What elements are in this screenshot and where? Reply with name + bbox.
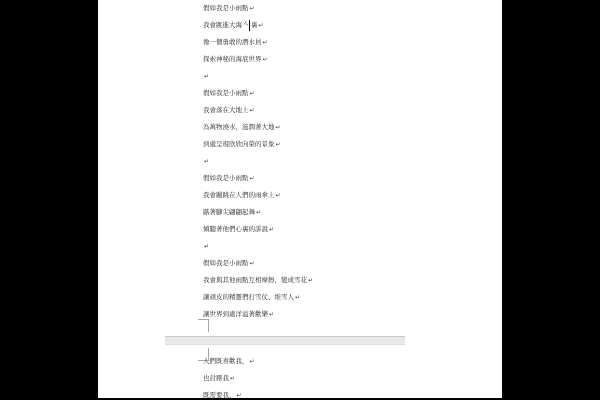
document-line[interactable]	[203, 17, 483, 34]
line-text: 也討厭我	[203, 374, 229, 383]
document-line[interactable]	[203, 51, 483, 68]
line-text: 裏	[251, 21, 258, 30]
paragraph-mark-icon: ↵	[236, 391, 242, 399]
document-line[interactable]	[203, 370, 483, 387]
line-text: 我會落在大地上	[203, 106, 249, 115]
document-line[interactable]	[203, 387, 483, 400]
page2-text-area	[203, 353, 483, 400]
text-boundary-corner-mark-page1	[198, 319, 209, 332]
document-line[interactable]	[203, 204, 483, 221]
line-text: 假如我是小雨點	[203, 259, 249, 268]
line-text: 像一個勇敢的潛水員	[203, 38, 262, 47]
line-text: 我會與其他雨點互相摩擦，變成雪花	[203, 276, 307, 285]
paragraph-mark-icon: ↵	[275, 191, 281, 199]
document-line[interactable]	[203, 255, 483, 272]
line-text: 讓世界到處洋溢著歡樂	[203, 310, 268, 319]
paragraph-mark-icon: ↵	[308, 276, 314, 284]
document-line[interactable]	[203, 289, 483, 306]
document-line[interactable]	[203, 306, 483, 323]
paragraph-mark-icon: ↵	[262, 55, 268, 63]
line-text: 讓頑皮的精靈們打雪仗、堆雪人	[203, 293, 294, 302]
paragraph-mark-icon: ↵	[249, 4, 255, 12]
document-line[interactable]	[203, 85, 483, 102]
document-line[interactable]	[203, 153, 483, 170]
line-text: 探索神秘的海底世界	[203, 55, 262, 64]
document-line[interactable]	[203, 0, 483, 17]
line-text: 既需要我，	[203, 391, 236, 400]
paragraph-mark-icon: ↵	[295, 293, 301, 301]
line-text: 我會蹦跳在人們的雨傘上	[203, 191, 275, 200]
paragraph-mark-icon: ↵	[204, 72, 210, 80]
document-line[interactable]	[203, 136, 483, 153]
line-text: 假如我是小雨點	[203, 89, 249, 98]
paragraph-mark-icon: ↵	[275, 123, 281, 131]
paragraph-mark-icon: ↵	[204, 242, 210, 250]
document-line[interactable]	[203, 119, 483, 136]
paragraph-mark-icon: ↵	[269, 310, 275, 318]
line-text: 為萬物澆水，滋潤著大地	[203, 123, 275, 132]
line-text: 人們既喜歡我，	[203, 357, 249, 366]
document-line[interactable]	[203, 221, 483, 238]
paragraph-mark-icon: ↵	[262, 38, 268, 46]
document-page[interactable]	[98, 0, 502, 398]
paragraph-mark-icon: ↵	[249, 89, 255, 97]
line-text: 踮著腳尖翩翩起舞	[203, 208, 255, 217]
document-line[interactable]	[203, 68, 483, 85]
document-line[interactable]	[203, 272, 483, 289]
document-line[interactable]	[203, 102, 483, 119]
paragraph-mark-icon: ↵	[230, 374, 236, 382]
paragraph-mark-icon: ↵	[256, 208, 262, 216]
ime-composition-char: 入	[243, 20, 249, 27]
document-line[interactable]	[203, 353, 483, 370]
document-line[interactable]	[203, 238, 483, 255]
document-line[interactable]	[203, 187, 483, 204]
paragraph-mark-icon: ↵	[269, 225, 275, 233]
line-text: 傾聽著他們心裏的訴說	[203, 225, 268, 234]
line-text: 假如我是小雨點	[203, 4, 249, 13]
paragraph-mark-icon: ↵	[258, 21, 264, 29]
page1-text-area	[203, 0, 483, 323]
paragraph-mark-icon: ↵	[275, 140, 281, 148]
document-line[interactable]	[203, 170, 483, 187]
paragraph-mark-icon: ↵	[249, 106, 255, 114]
paragraph-mark-icon: ↵	[249, 357, 255, 365]
paragraph-mark-icon: ↵	[249, 259, 255, 267]
line-text: 我會跳進大海	[203, 21, 242, 30]
text-cursor	[249, 20, 250, 31]
page-break-separator[interactable]	[165, 336, 405, 345]
line-text: 到處呈現欣欣向榮的景象	[203, 140, 275, 149]
document-line[interactable]	[203, 34, 483, 51]
line-text: 假如我是小雨點	[203, 174, 249, 183]
paragraph-mark-icon: ↵	[249, 174, 255, 182]
paragraph-mark-icon: ↵	[204, 157, 210, 165]
